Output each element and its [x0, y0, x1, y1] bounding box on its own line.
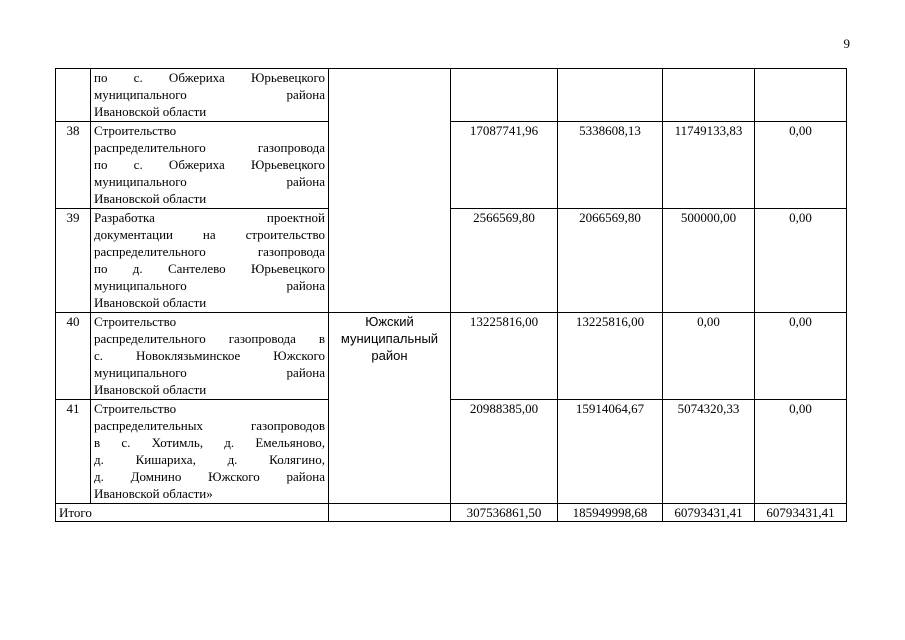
name-line: Разработка проектной — [94, 210, 325, 225]
name-line: Строительство — [94, 123, 177, 138]
value-cell: 5338608,13 — [558, 122, 663, 209]
total-label: Итого — [56, 504, 329, 522]
district-line: муниципальный — [340, 331, 439, 346]
page-number: 9 — [843, 36, 850, 51]
row-number: 38 — [56, 122, 91, 209]
row-number: 40 — [56, 313, 91, 400]
name-line: по д. Сантелево Юрьевецкого — [94, 261, 325, 276]
value-cell — [663, 69, 755, 122]
value-cell — [755, 69, 847, 122]
name-line: в с. Хотимль, д. Емельяново, — [94, 435, 325, 450]
name-line: распределительного газопровода в — [94, 331, 325, 346]
name-line: Строительство — [94, 401, 177, 416]
value-cell — [558, 69, 663, 122]
row-name — [91, 122, 329, 209]
row-name — [91, 209, 329, 313]
name-line: муниципального района — [94, 365, 325, 380]
name-line: распределительного газопровода — [94, 140, 325, 155]
table-row — [56, 69, 847, 122]
name-line: документации на строительство — [94, 227, 325, 242]
value-cell: 0,00 — [663, 313, 755, 400]
row-number: 39 — [56, 209, 91, 313]
value-cell: 500000,00 — [663, 209, 755, 313]
row-number — [56, 69, 91, 122]
name-line: распределительных газопроводов — [94, 418, 325, 433]
name-line: по с. Обжериха Юрьевецкого — [94, 70, 325, 85]
value-cell: 17087741,96 — [451, 122, 558, 209]
total-area-empty — [329, 504, 451, 522]
row-name — [91, 400, 329, 504]
value-cell: 13225816,00 — [558, 313, 663, 400]
value-cell: 13225816,00 — [451, 313, 558, 400]
total-value: 185949998,68 — [558, 504, 663, 522]
name-line: Ивановской области — [94, 295, 207, 310]
name-line: д. Кишариха, д. Колягино, — [94, 452, 325, 467]
value-cell: 15914064,67 — [558, 400, 663, 504]
value-cell: 0,00 — [755, 313, 847, 400]
value-cell: 0,00 — [755, 122, 847, 209]
name-line: д. Домнино Южского района — [94, 469, 325, 484]
row-name — [91, 69, 329, 122]
value-cell: 0,00 — [755, 400, 847, 504]
total-value: 307536861,50 — [451, 504, 558, 522]
value-cell: 5074320,33 — [663, 400, 755, 504]
name-line: Ивановской области — [94, 191, 207, 206]
name-line: Ивановской области» — [94, 486, 213, 501]
name-line: муниципального района — [94, 87, 325, 102]
name-line: Ивановской области — [94, 382, 207, 397]
value-cell: 11749133,83 — [663, 122, 755, 209]
district-line: район — [371, 348, 408, 363]
budget-table — [55, 68, 847, 522]
row-number: 41 — [56, 400, 91, 504]
name-line: Строительство — [94, 314, 177, 329]
name-line: по с. Обжериха Юрьевецкого — [94, 157, 325, 172]
table-row — [56, 122, 847, 209]
total-value: 60793431,41 — [663, 504, 755, 522]
row-name — [91, 313, 329, 400]
table-row — [56, 400, 847, 504]
district-cell — [329, 313, 451, 504]
name-line: с. Новоклязьминское Южского — [94, 348, 325, 363]
total-row — [56, 504, 847, 522]
table-row — [56, 313, 847, 400]
area-cell-empty — [329, 69, 451, 313]
district-line: Южский — [365, 314, 414, 329]
value-cell — [451, 69, 558, 122]
name-line: распределительного газопровода — [94, 244, 325, 259]
name-line: муниципального района — [94, 174, 325, 189]
table-row — [56, 209, 847, 313]
total-value: 60793431,41 — [755, 504, 847, 522]
name-line: муниципального района — [94, 278, 325, 293]
value-cell: 0,00 — [755, 209, 847, 313]
value-cell: 2066569,80 — [558, 209, 663, 313]
value-cell: 2566569,80 — [451, 209, 558, 313]
value-cell: 20988385,00 — [451, 400, 558, 504]
name-line: Ивановской области — [94, 104, 207, 119]
